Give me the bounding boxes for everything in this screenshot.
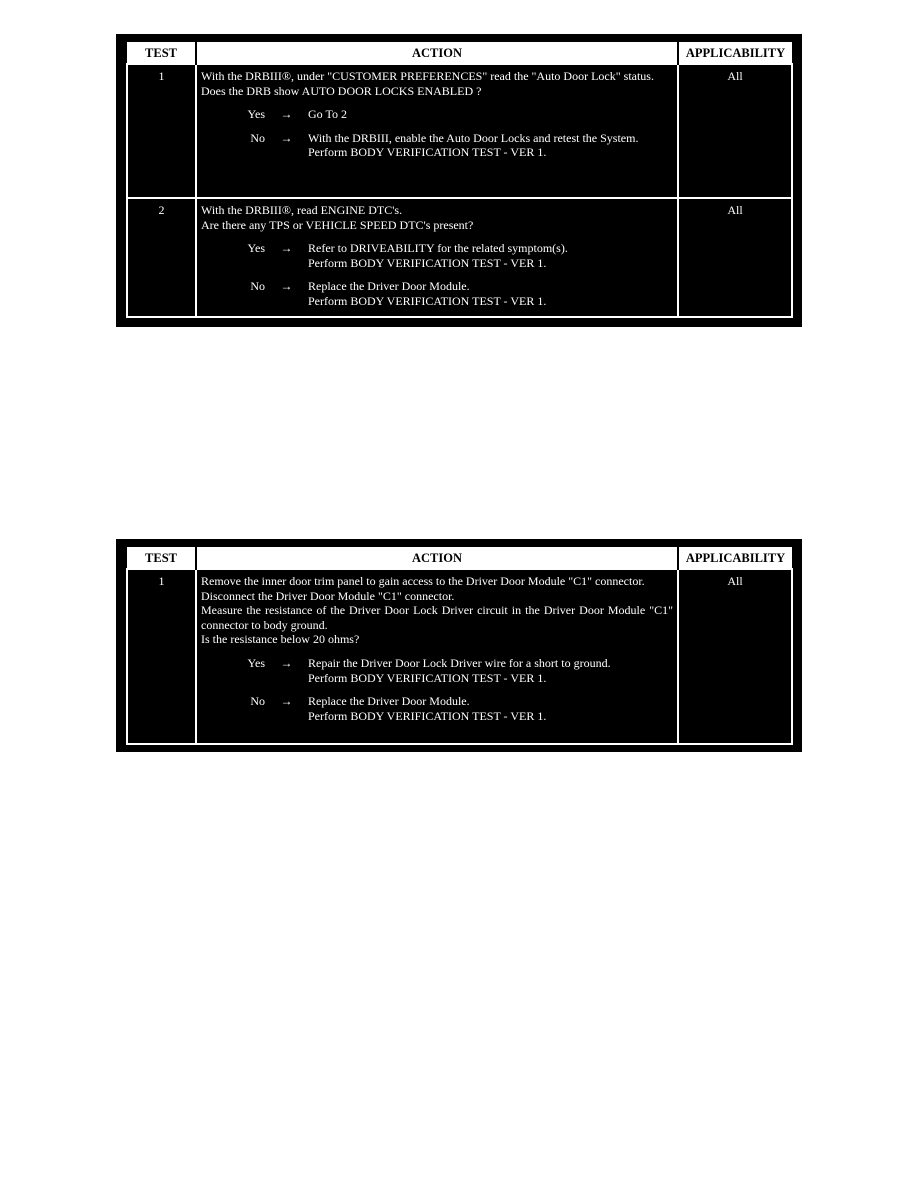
test-number: 2 xyxy=(127,198,196,317)
header-test: TEST xyxy=(127,547,196,569)
header-row xyxy=(127,42,792,64)
question-line: Are there any TPS or VEHICLE SPEED DTC's present? xyxy=(201,217,474,232)
action-cell xyxy=(196,198,678,317)
table-row xyxy=(127,64,792,198)
right-arrow-icon: → xyxy=(280,279,293,294)
option-key: No xyxy=(250,279,265,294)
right-arrow-icon: → xyxy=(280,107,293,122)
option-no xyxy=(201,279,673,308)
right-arrow-icon: → xyxy=(280,241,293,256)
question-line: Measure the resistance of the Driver Door Lock Driver circuit in the Driver Door Module "C1" connector to body ground. xyxy=(201,603,673,632)
test-number: 1 xyxy=(127,64,196,198)
option-key: Yes xyxy=(247,241,265,256)
header-action: ACTION xyxy=(196,42,678,64)
option-line: Perform BODY VERIFICATION TEST - VER 1. xyxy=(308,670,547,685)
option-line: Perform BODY VERIFICATION TEST - VER 1. xyxy=(308,255,547,270)
question xyxy=(201,69,673,98)
diagnostic-table-2 xyxy=(116,539,802,752)
option-key: No xyxy=(250,130,265,145)
table-row xyxy=(127,569,792,744)
option-yes xyxy=(201,107,673,122)
option-line: Perform BODY VERIFICATION TEST - VER 1. xyxy=(308,145,547,160)
test-number: 1 xyxy=(127,569,196,744)
applicability-value: All xyxy=(678,198,792,317)
question xyxy=(201,574,673,647)
action-cell xyxy=(196,64,678,198)
option-yes xyxy=(201,656,673,685)
diagnostic-table-1 xyxy=(116,34,802,327)
table-row xyxy=(127,198,792,317)
option-text xyxy=(308,107,673,122)
header-test: TEST xyxy=(127,42,196,64)
header-row xyxy=(127,547,792,569)
action-cell xyxy=(196,569,678,744)
applicability-value: All xyxy=(678,569,792,744)
option-line: Perform BODY VERIFICATION TEST - VER 1. xyxy=(308,708,547,723)
option-line: Perform BODY VERIFICATION TEST - VER 1. xyxy=(308,293,547,308)
option-text xyxy=(308,694,673,723)
question xyxy=(201,203,673,232)
question-line: Does the DRB show AUTO DOOR LOCKS ENABLED ? xyxy=(201,83,482,98)
question-line: With the DRBIII®, under "CUSTOMER PREFERENCES" read the "Auto Door Lock" status. xyxy=(201,69,654,83)
header-action: ACTION xyxy=(196,547,678,569)
question-line: With the DRBIII®, read ENGINE DTC's. xyxy=(201,203,403,217)
option-key: Yes xyxy=(247,107,265,122)
option-key: Yes xyxy=(247,655,265,670)
option-line: Replace the Driver Door Module. xyxy=(308,279,470,294)
option-line: Go To 2 xyxy=(308,107,347,122)
header-applicability: APPLICABILITY xyxy=(678,547,792,569)
option-text xyxy=(308,131,673,160)
header-applicability: APPLICABILITY xyxy=(678,42,792,64)
right-arrow-icon: → xyxy=(280,130,293,145)
option-text xyxy=(308,279,673,308)
question-line: Disconnect the Driver Door Module "C1" connector. xyxy=(201,588,455,603)
applicability-value: All xyxy=(678,64,792,198)
right-arrow-icon: → xyxy=(280,694,293,709)
option-key: No xyxy=(250,694,265,709)
option-text xyxy=(308,656,673,685)
table-2 xyxy=(126,547,793,745)
right-arrow-icon: → xyxy=(280,655,293,670)
table-1 xyxy=(126,42,793,318)
option-line: Replace the Driver Door Module. xyxy=(308,694,470,709)
option-line: Repair the Driver Door Lock Driver wire for a short to ground. xyxy=(308,655,611,670)
option-line: Refer to DRIVEABILITY for the related symptom(s). xyxy=(308,241,568,256)
question-line: Remove the inner door trim panel to gain access to the Driver Door Module "C1" connector. xyxy=(201,574,645,588)
option-yes xyxy=(201,241,673,270)
option-no xyxy=(201,131,673,160)
question-line: Is the resistance below 20 ohms? xyxy=(201,632,360,647)
option-line: With the DRBIII, enable the Auto Door Locks and retest the System. xyxy=(308,130,639,145)
option-text xyxy=(308,241,673,270)
option-no xyxy=(201,694,673,723)
